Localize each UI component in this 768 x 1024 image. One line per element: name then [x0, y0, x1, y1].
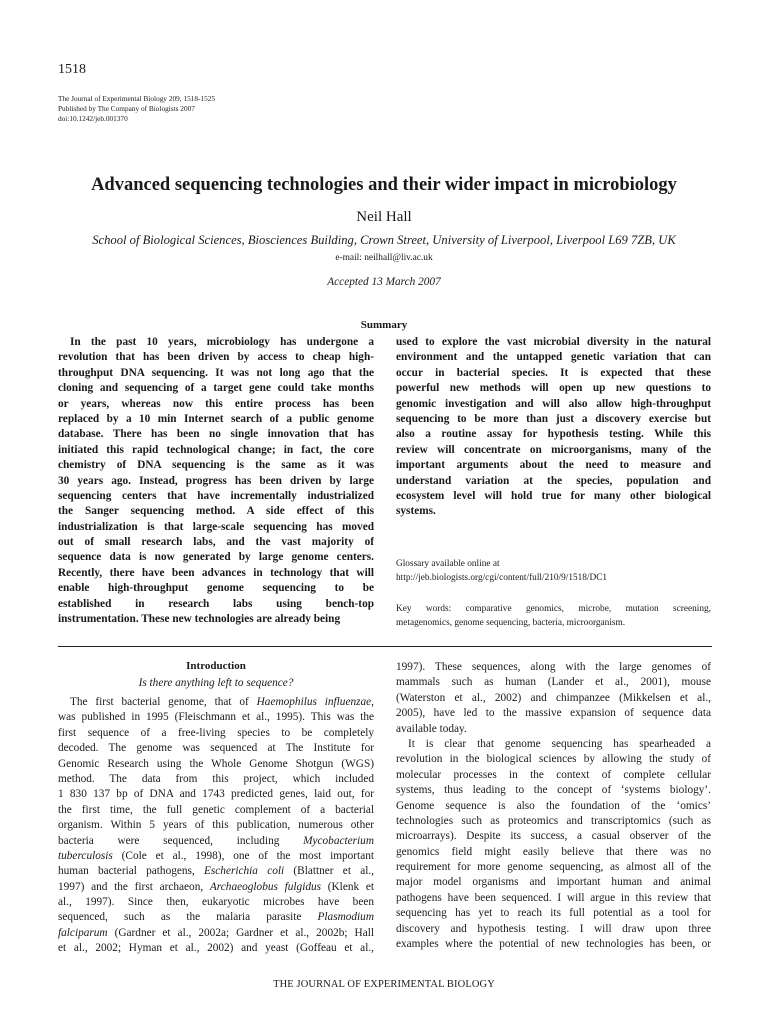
text-line: revolution in the biological sciences by allowing the study of — [396, 753, 711, 766]
text-segment: Genomic Research using the Whole Genome Shotgun (WGS) — [58, 757, 374, 770]
text-line: molecular processes in the context of complete cellular — [396, 768, 711, 781]
text-line: systems. — [396, 505, 436, 518]
text-segment: 1997) and the first archaeon, — [58, 880, 210, 893]
text-segment: (Cole et al., 1998), one of the most important — [112, 849, 374, 862]
species-name: tuberculosis — [58, 849, 113, 862]
text-line: revolution that has been driven by access to cheap high- — [58, 351, 374, 364]
text-segment: organism. Within 5 years of this publication, numerous other — [58, 819, 374, 832]
species-name: Plasmodium — [317, 911, 374, 924]
summary-right-column — [396, 335, 711, 520]
text-line: or years, whereas now this entire process has been — [58, 397, 374, 410]
text-segment: human bacterial pathogens, — [58, 865, 204, 878]
text-segment: (Blattner et al., — [284, 865, 374, 878]
text-line — [58, 787, 374, 802]
text-line — [58, 941, 374, 956]
text-line — [58, 757, 374, 772]
glossary-note — [396, 557, 716, 585]
species-name: Mycobacterium — [303, 834, 374, 847]
species-name: Archaeoglobus fulgidus — [209, 880, 322, 893]
text-line: sequencing centers that have incrementally industrialized — [58, 489, 374, 502]
text-line — [58, 849, 374, 864]
text-line: powerful new methods will open up new questions to — [396, 382, 711, 395]
text-segment: sequenced, such as the malaria parasite — [58, 911, 318, 924]
text-line: review will concentrate on microorganisms, many of the — [396, 443, 711, 456]
text-line: enable high-throughput genome sequencing to be — [58, 582, 374, 595]
journal-citation: The Journal of Experimental Biology 209, 1518-1525 — [58, 94, 216, 103]
text-line — [58, 772, 374, 787]
text-line: important arguments about the need to measure and — [396, 459, 711, 472]
text-line: understand variation at the species, population and — [396, 474, 711, 487]
text-line: instrumentation. These new technologies are already being — [58, 613, 341, 626]
text-line — [58, 895, 374, 910]
species-name: Escherichia coli — [204, 865, 285, 878]
text-line: chemistry of DNA sequencing is the same as it was — [58, 459, 374, 472]
glossary-url[interactable]: http://jeb.biologists.org/cgi/content/full/210/9/1518/DC1 — [396, 573, 608, 583]
keywords — [396, 602, 711, 630]
text-line: the Sanger sequencing method. A side effect of this — [58, 505, 374, 518]
introduction-subheading: Is there anything left to sequence? — [138, 677, 294, 689]
text-line: In the past 10 years, microbiology has undergone a — [70, 336, 374, 348]
glossary-label: Glossary available online at — [396, 559, 500, 569]
text-segment: , — [371, 696, 374, 708]
text-segment: decoded. The genome was sequenced at The Institute for — [58, 742, 374, 755]
text-line: 30 years ago. Instead, progress has been driven by large — [58, 474, 374, 487]
page-number: 1518 — [58, 62, 86, 77]
text-segment: the first time, the full genetic complement of a bacterial — [58, 803, 374, 816]
author-email: e-mail: neilhall@liv.ac.uk — [335, 253, 433, 263]
text-line: It is clear that genome sequencing has spearheaded a — [408, 737, 711, 750]
text-segment: method. The data from this project, which included — [58, 772, 374, 785]
summary-heading: Summary — [360, 319, 408, 331]
text-segment: al., 1997). Since then, eukaryotic microbes have been — [58, 896, 374, 909]
text-line — [58, 926, 374, 941]
species-name: falciparum — [58, 926, 108, 939]
text-line: cloning and sequencing of a target gene could take months — [58, 382, 374, 395]
text-line: Genome sequence is also the foundation of the ‘omics’ — [396, 799, 711, 812]
text-line: 1997). These sequences, along with the large genomes of — [396, 661, 711, 673]
article-title: Advanced sequencing technologies and their wider impact in microbiology — [91, 175, 677, 195]
body-right-column — [396, 660, 711, 952]
summary-left-column — [58, 335, 374, 627]
text-line: occur in bacterial species. It is expected that these — [396, 366, 711, 379]
text-line — [58, 803, 374, 818]
text-line: sequencing has yet to reach its full potential as a tool for — [396, 907, 711, 920]
text-line: replaced by a 10 min Internet search of a public genome — [58, 412, 374, 425]
text-line — [58, 695, 374, 710]
accepted-date: Accepted 13 March 2007 — [327, 276, 441, 288]
text-segment: was published in 1995 (Fleischmann et al., 1995). This was the — [58, 711, 374, 724]
author-name: Neil Hall — [356, 209, 412, 225]
text-line: environment and the untapped genetic variation that can — [396, 351, 711, 364]
text-line: database. There has been no single innovation that has — [58, 428, 374, 441]
text-line: genomics field might easily believe that there was no — [396, 845, 711, 858]
text-line: technologies such as proteomics and transcriptomics (such as — [396, 814, 711, 827]
introduction-heading: Introduction — [186, 660, 246, 672]
text-line: ecosystem level will hold true for many other biological — [396, 489, 711, 502]
text-line: out of small research labs, and the vast majority of — [58, 536, 374, 549]
text-segment: (Gardner et al., 2002a; Gardner et al., 2002b; Hall — [107, 926, 374, 939]
text-line: genomic investigation and will also allow high-throughput — [396, 397, 711, 410]
text-line: available today. — [396, 722, 467, 735]
text-line: pathogens have been sequenced. I will argue in this review that — [396, 891, 711, 904]
body-left-column — [58, 695, 374, 957]
text-line: Recently, there have been advances in technology that will — [58, 566, 374, 579]
text-line: industrialization is that large-scale sequencing has moved — [58, 520, 374, 533]
text-line — [58, 880, 374, 895]
text-line: also a routine assay for hypothesis testing. While this — [396, 428, 711, 441]
text-line — [58, 834, 374, 849]
text-line: major model organisms and important human and animal — [396, 876, 711, 889]
text-line — [58, 864, 374, 879]
text-line — [58, 710, 374, 725]
doi-line: doi:10.1242/jeb.001370 — [58, 114, 128, 123]
text-segment: (Klenk et — [321, 880, 374, 893]
author-affiliation: School of Biological Sciences, Biosciences Building, Crown Street, University of Liverpool, Liverpool L69 7ZB, UK — [92, 233, 676, 247]
text-segment: et al., 2002; Hyman et al., 2002) and yeast (Goffeau et al., — [58, 942, 374, 955]
species-name: Haemophilus influenzae — [256, 696, 372, 708]
text-line — [58, 726, 374, 741]
text-line — [58, 741, 374, 756]
text-line: throughput DNA sequencing. It was not long ago that the — [58, 366, 374, 379]
publisher-line: Published by The Company of Biologists 2007 — [58, 104, 195, 113]
text-segment: 1 830 137 bp of DNA and 1743 predicted genes, laid out, for — [58, 788, 374, 801]
text-line: systems, thus leading to the concept of ‘systems biology’. — [396, 784, 711, 797]
text-segment: first sequence of a free-living species to be completely — [58, 726, 374, 739]
keywords-line: metagenomics, genome sequencing, bacteria, microorganism. — [396, 618, 626, 628]
journal-header — [58, 94, 215, 124]
text-segment: bacteria were sequenced, including — [58, 834, 304, 847]
keywords-line: Key words: comparative genomics, microbe, mutation screening, — [396, 604, 711, 614]
text-line: requirement for more genome sequencing, as almost all of the — [396, 861, 711, 874]
text-line: (Waterston et al., 2002) and chimpanzee (Mikkelsen et al., — [396, 691, 711, 704]
text-line: examples where the potential of new technologies has been, or — [396, 938, 711, 951]
section-divider — [58, 646, 712, 647]
journal-footer: THE JOURNAL OF EXPERIMENTAL BIOLOGY — [273, 979, 495, 990]
text-line: 2005), have led to the massive expansion of sequence data — [396, 707, 711, 720]
text-line: sequence data is now generated by large genome centers. — [58, 551, 374, 564]
text-line — [58, 910, 374, 925]
text-line — [58, 818, 374, 833]
text-segment: The first bacterial genome, that of — [70, 696, 257, 708]
text-line: established in research labs using bench-top — [58, 597, 374, 610]
text-line: mammals such as human (Lander et al., 2001), mouse — [396, 676, 711, 689]
text-line: initiated this rapid technological change; in fact, the core — [58, 443, 374, 456]
text-line: used to explore the vast microbial diversity in the natural — [396, 336, 711, 348]
text-line: discovery and hypothesis testing. I will draw upon three — [396, 922, 711, 935]
text-line: sequencing to be more than just a discovery exercise but — [396, 412, 711, 425]
text-line: microarrays). Despite its success, a casual observer of the — [396, 830, 711, 843]
